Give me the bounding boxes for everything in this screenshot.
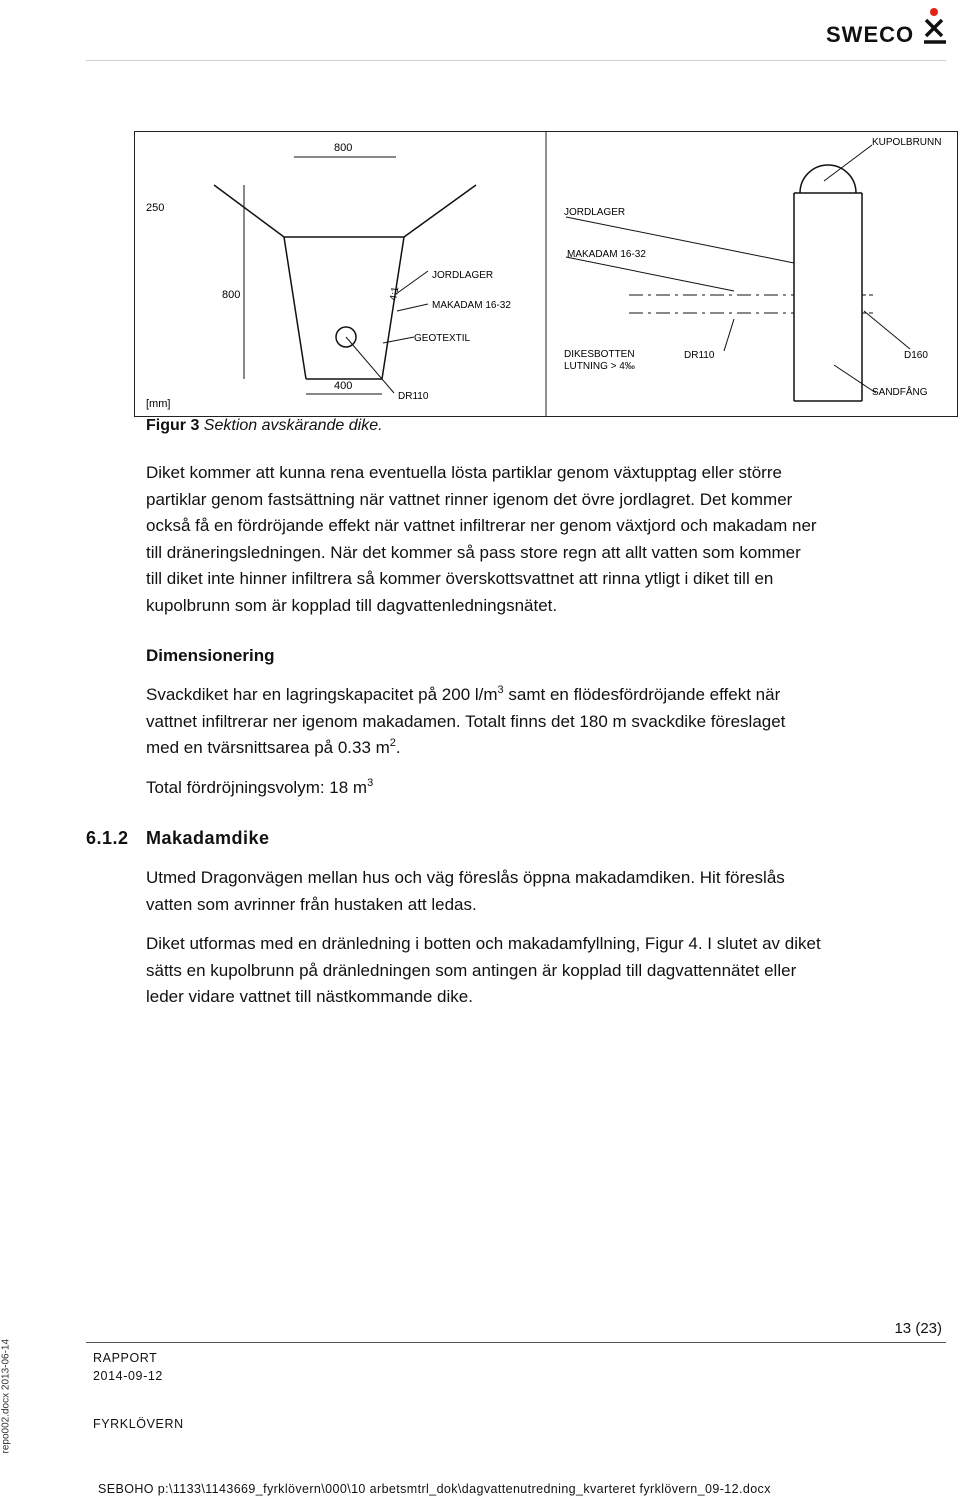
paragraph-line: till diket inte hinner infiltrera så kommer överskottsvattnet att rinna ytligt i diket till en [146, 569, 774, 588]
paragraph-line: leder vidare vattnet till nästkommande dike. [146, 987, 473, 1006]
page-number: 13 (23) [894, 1320, 942, 1337]
sweco-figure-icon [922, 6, 950, 46]
header-divider [86, 60, 946, 61]
sweco-logo [826, 6, 950, 46]
dikesbotten-label: DIKESBOTTEN [564, 349, 635, 360]
footer-divider [86, 1342, 946, 1343]
geotextil-label: GEOTEXTIL [414, 333, 471, 344]
template-side-text: repo002.docx 2013-06-14 [0, 1338, 12, 1454]
figure-caption [146, 417, 383, 435]
paragraph-1 [146, 460, 956, 619]
d160-label: D160 [904, 350, 928, 361]
paragraph-line: vatten som avrinner från hustaken att ledas. [146, 894, 477, 914]
paragraph-line: kupolbrunn som är kopplad till dagvattenledningsnätet. [146, 595, 558, 615]
paragraph-line: till dräneringsledningen. När det kommer så pass store regn att allt vatten som kommer [146, 542, 801, 562]
dr110-label-right: DR110 [684, 350, 715, 361]
lutning-label: LUTNING > 4‰ [564, 361, 635, 372]
paragraph-line: med en tvärsnittsarea på 0.33 $m^2$. [146, 737, 401, 757]
paragraph-line: också få en fördröjande effekt när vattnet infiltrerar ner genom växtjord och makadam ner [146, 516, 817, 535]
caption-title: Sektion avskärande dike. [203, 417, 383, 434]
section-drawing [134, 131, 958, 417]
jordlager-label-left: JORDLAGER [432, 270, 494, 281]
caption-label: Figur 3 [146, 417, 200, 434]
doc-type: RAPPORT [93, 1351, 158, 1365]
paragraph-2 [146, 682, 956, 762]
unit-label: [mm] [146, 398, 171, 410]
paragraph-line: vattnet infiltrerar ner igenom makadamen. Totalt finns det 180 m svackdike föreslaget [146, 711, 786, 731]
doc-date: 2014-09-12 [93, 1369, 163, 1383]
section-title: Makadamdike [146, 828, 270, 848]
dim-800-label: 800 [222, 289, 241, 301]
dim-top-label: 800 [334, 142, 353, 154]
paragraph-3 [146, 865, 956, 918]
makadam-label-right: MAKADAM 16-32 [567, 249, 646, 260]
total-volume: Total fördröjningsvolym: 18 $m^3$ [146, 777, 374, 797]
paragraph-line: sätts en kupolbrunn på dränledningen som antingen är kopplad till dagvattennätet eller [146, 960, 797, 980]
paragraph-line: Diket kommer att kunna rena eventuella lösta partiklar genom växtupptag eller större [146, 463, 782, 482]
paragraph-line: Utmed Dragonvägen mellan hus och väg föreslås öppna makadamdiken. Hit föreslås [146, 868, 785, 887]
makadam-label-left: MAKADAM 16-32 [432, 300, 511, 311]
section-number: 6.1.2 [86, 828, 129, 848]
sandfang-label: SANDFÅNG [872, 387, 928, 398]
dimensionering-heading: Dimensionering [146, 646, 275, 665]
kupolbrunn-label: KUPOLBRUNN [872, 137, 942, 148]
paragraph-4 [146, 931, 956, 1011]
paragraph-line: partiklar genom fastsättning när vattnet rinner igenom det övre jordlagret. Det kommer [146, 489, 793, 509]
paragraph-line: Svackdiket har en lagringskapacitet på 200 $l/m^3$ samt en flödesfördröjande effekt när [146, 684, 781, 704]
file-path: SEBOHO p:\1133\1143669_fyrklövern\000\10 arbetsmtrl_dok\dagvattenutredning_kvarteret fyrklövern_09-12.docx [98, 1482, 771, 1496]
dr110-label-left: DR110 [398, 391, 429, 402]
slope-label: 4:1 [388, 285, 402, 302]
dim-bottom-label: 400 [334, 380, 353, 392]
jordlager-label-right: JORDLAGER [564, 207, 626, 218]
paragraph-line: Diket utformas med en dränledning i botten och makadamfyllning, Figur 4. I slutet av diket [146, 934, 821, 953]
logo-text: SWECO [826, 22, 915, 47]
project-name: FYRKLÖVERN [93, 1417, 184, 1431]
dim-250-label: 250 [146, 202, 165, 214]
